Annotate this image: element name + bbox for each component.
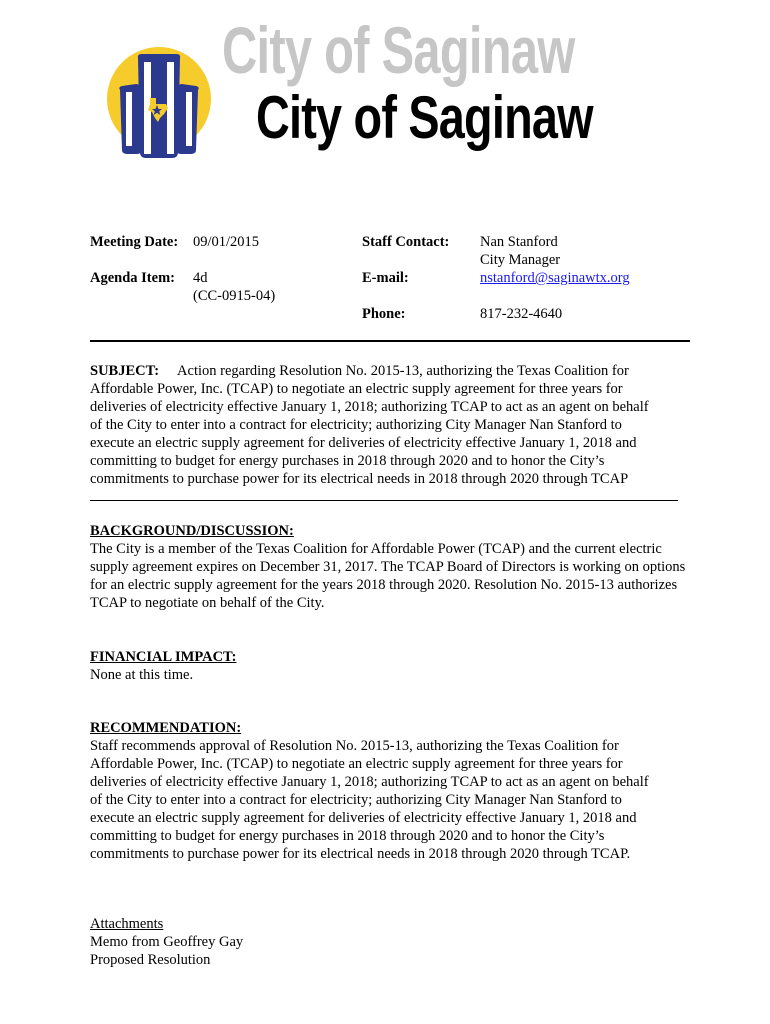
background-body: The City is a member of the Texas Coalition for Affordable Power (TCAP) and the current electric supply agreement expires on December 31, 2017. The TCAP Board of Directors is working on options for an electric supply agreement for the years 2018 through 2020. Resolution No. 2015-13 authorizes TCAP to negotiate on behalf of the City.: [90, 541, 686, 611]
phone-value: 817-232-4640: [480, 306, 563, 322]
subject-first-text: Action regarding Resolution No. 2015-13, authorizing the Texas Coalition for: [177, 363, 629, 379]
city-logo: [106, 46, 212, 161]
financial-body: None at this time.: [90, 667, 194, 683]
subject-label: SUBJECT:: [90, 363, 160, 379]
meeting-date-value: 09/01/2015: [193, 234, 260, 250]
agenda-item-label: Agenda Item:: [90, 270, 175, 286]
subject-first-line: [90, 362, 629, 380]
phone-label: Phone:: [362, 306, 406, 322]
recommendation-body: Staff recommends approval of Resolution No. 2015-13, authorizing the Texas Coalition for Affordable Power, Inc. (TCAP) to negotiate an electric supply agreement for three years for deliveries of electricity effective January 1, 2018; authorizing TCAP to act as an agent on behalf of the City to enter into a contract for electricity; authorizing City Manager Nan Stanford to execute an electric supply agreement for deliveries of electricity effective January 1, 2018 and committing to budget for energy purchases in 2018 through 2020 and to honor the City’s commitments to purchase power for its electrical needs in 2018 through 2020 through TCAP.: [90, 738, 649, 862]
attachments-heading: Attachments: [90, 916, 164, 932]
agenda-item-value: 4d: [193, 270, 208, 286]
attachment-item: Memo from Geoffrey Gay: [90, 934, 244, 950]
agenda-item-code: (CC-0915-04): [193, 288, 276, 304]
staff-contact-title: City Manager: [480, 252, 561, 268]
email-link[interactable]: nstanford@saginawtx.org: [480, 270, 630, 286]
recommendation-heading: RECOMMENDATION:: [90, 720, 242, 736]
background-heading: BACKGROUND/DISCUSSION:: [90, 523, 294, 539]
email-label: E-mail:: [362, 270, 409, 286]
page-title: City of Saginaw: [256, 84, 593, 151]
staff-contact-label: Staff Contact:: [362, 234, 450, 250]
attachment-item: Proposed Resolution: [90, 952, 211, 968]
financial-heading: FINANCIAL IMPACT:: [90, 649, 237, 665]
meeting-date-label: Meeting Date:: [90, 234, 179, 250]
subject-body: Affordable Power, Inc. (TCAP) to negotiate an electric supply agreement for three years for deliveries of electricity effective January 1, 2018; authorizing TCAP to act as an agent on behalf of the City to enter into a contract for electricity; authorizing City Manager Nan Stanford to execute an electric supply agreement for deliveries of electricity effective January 1, 2018 and committing to budget for energy purchases in 2018 through 2020 and to honor the City’s commitments to purchase power for its electrical needs in 2018 through 2020 through TCAP: [90, 381, 649, 487]
divider-thick: [90, 340, 690, 342]
title-shadow: City of Saginaw: [222, 13, 575, 87]
city-of-saginaw-seal-icon: [106, 46, 212, 161]
divider-thin: [90, 500, 678, 501]
staff-contact-name: Nan Stanford: [480, 234, 558, 250]
